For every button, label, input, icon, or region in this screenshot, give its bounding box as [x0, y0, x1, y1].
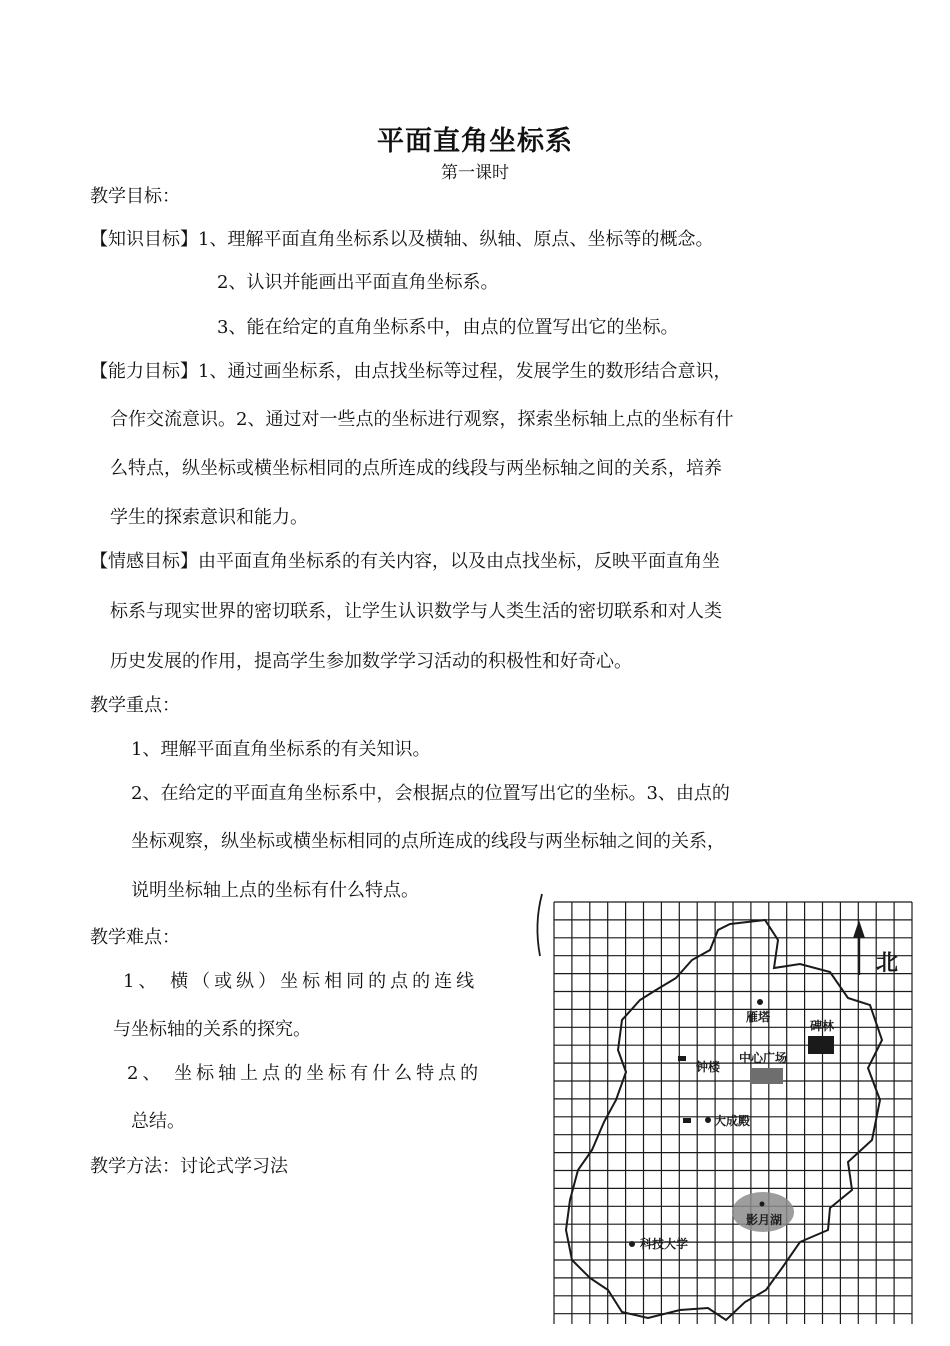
knowledge-objective-2: 2、认识并能画出平面直角坐标系。 [217, 272, 499, 293]
ability-objective-row [90, 361, 731, 383]
emotion-objective-line-2: 标系与现实世界的密切联系，让学生认识数学与人类生活的密切联系和对人类 [110, 601, 722, 622]
central-square-marker [750, 1068, 783, 1084]
difficulty-heading: 教学难点： [90, 927, 180, 948]
yanta-label: 雁塔 [746, 1010, 771, 1024]
ability-objective-label: 【能力目标】 [90, 361, 198, 382]
dachengdian-square-marker [683, 1118, 691, 1123]
city-map-figure [530, 890, 950, 1342]
yanta-marker [757, 999, 763, 1005]
ability-objective-line-4: 学生的探索意识和能力。 [110, 507, 308, 528]
keypoint-1: 1、理解平面直角坐标系的有关知识。 [131, 739, 431, 760]
difficulty-2-line-1: 2、 坐标轴上点的坐标有什么特点的 [127, 1063, 483, 1084]
ability-objective-line-1: 1、通过画坐标系，由点找坐标等过程，发展学生的数形结合意识， [198, 361, 732, 382]
keypoint-2-line-2: 坐标观察，纵坐标或横坐标相同的点所连成的线段与两坐标轴之间的关系， [131, 831, 725, 852]
emotion-objective-line-3: 历史发展的作用，提高学生参加数学学习活动的积极性和好奇心。 [110, 651, 632, 672]
ability-objective-line-3: 么特点，纵坐标或横坐标相同的点所连成的线段与两坐标轴之间的关系，培养 [110, 458, 722, 479]
zhonglou-marker [678, 1056, 686, 1061]
knowledge-objective-1: 1、理解平面直角坐标系以及横轴、纵轴、原点、坐标等的概念。 [198, 229, 714, 250]
keypoints-heading: 教学重点： [90, 695, 180, 716]
emotion-objective-line-1: 由平面直角坐标系的有关内容，以及由点找坐标，反映平面直角坐 [198, 551, 720, 572]
central-square-label: 中心广场 [739, 1051, 788, 1065]
yingyuehu-marker [760, 1202, 765, 1207]
knowledge-objective-row [90, 229, 713, 251]
knowledge-objective-label: 【知识目标】 [90, 229, 198, 250]
knowledge-objective-3: 3、能在给定的直角坐标系中，由点的位置写出它的坐标。 [217, 317, 679, 338]
left-margin-bracket [537, 894, 542, 956]
beilin-label: 碑林 [810, 1019, 835, 1033]
keypoint-2-line-1: 2、在给定的平面直角坐标系中，会根据点的位置写出它的坐标。3、由点的 [131, 783, 730, 804]
difficulty-1-line-2: 与坐标轴的关系的探究。 [113, 1019, 311, 1040]
teaching-method: 教学方法：讨论式学习法 [90, 1156, 288, 1177]
dachengdian-label: 大成殿 [714, 1114, 751, 1128]
city-map-svg [530, 890, 950, 1342]
lesson-subtitle: 第一课时 [441, 163, 509, 183]
beilin-marker [808, 1036, 834, 1054]
keypoint-2-line-3: 说明坐标轴上点的坐标有什么特点。 [131, 880, 419, 901]
zhonglou-label: 钟楼 [696, 1060, 721, 1074]
north-arrow-head [853, 920, 865, 938]
yingyuehu-label: 影月湖 [746, 1213, 783, 1227]
emotion-objective-row [90, 551, 720, 573]
dachengdian-marker [705, 1117, 711, 1123]
page-title: 平面直角坐标系 [377, 126, 573, 157]
ability-objective-line-2: 合作交流意识。2、通过对一些点的坐标进行观察，探索坐标轴上点的坐标有什 [110, 409, 734, 430]
keji-label: 科技大学 [640, 1237, 689, 1251]
difficulty-1-line-1: 1、 横（或纵）坐标相同的点的连线 [123, 971, 479, 992]
difficulty-2-line-2: 总结。 [131, 1111, 185, 1132]
keji-marker [629, 1241, 635, 1247]
emotion-objective-label: 【情感目标】 [90, 551, 198, 572]
north-label: 北 [876, 951, 899, 976]
objectives-heading: 教学目标： [90, 186, 180, 207]
